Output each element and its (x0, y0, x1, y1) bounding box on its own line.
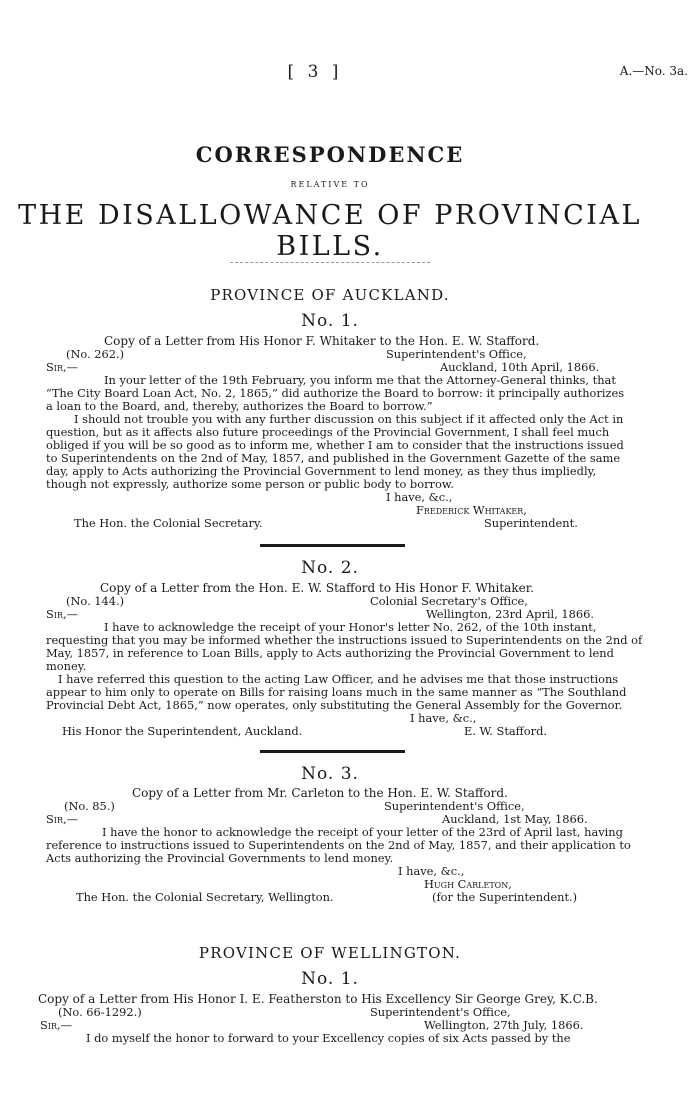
letter-caption: Copy of a Letter from the Hon. E. W. Stafford to His Honor F. Whitaker. (100, 581, 534, 595)
letter-salutation: Sir,— (46, 360, 78, 374)
letter-place-date: Wellington, 27th July, 1866. (424, 1018, 584, 1032)
body-line: I should not trouble you with any further discussion on this subject if it affected only the Act in (74, 412, 624, 426)
letter-caption: Copy of a Letter from Mr. Carleton to the Hon. E. W. Stafford. (132, 786, 508, 800)
body-line: obliged if you will be so good as to inform me, whether I am to consider that the instructions issued (46, 438, 624, 452)
letter-body (46, 621, 656, 712)
body-line: money. (46, 659, 87, 673)
letter-ref: (No. 85.) (64, 799, 115, 813)
body-line: May, 1857, in reference to Loan Bills, apply to Acts authorizing the Provincial Government to lend (46, 646, 614, 660)
document-main-title: THE DISALLOWANCE OF PROVINCIAL BILLS. (18, 200, 642, 262)
letter-number: No. 3. (301, 764, 359, 784)
letter-place-date: Auckland, 10th April, 1866. (440, 360, 600, 374)
body-line: I do myself the honor to forward to your Excellency copies of six Acts passed by the (86, 1031, 571, 1045)
body-line: In your letter of the 19th February, you inform me that the Attorney-General thinks, that (104, 373, 616, 387)
body-line: requesting that you may be informed whether the instructions issued to Superintendents on the 2nd of (46, 633, 643, 647)
divider-dotted (230, 262, 430, 263)
body-line: though not expressly, authorize some person or public body to borrow. (46, 477, 454, 491)
letter-caption: Copy of a Letter from His Honor I. E. Featherston to His Excellency Sir George Grey, K.C.B. (38, 992, 598, 1006)
letter-number: No. 1. (301, 969, 359, 989)
letter-addressee: His Honor the Superintendent, Auckland. (62, 724, 303, 738)
letter-ref: (No. 66-1292.) (58, 1005, 142, 1019)
body-line: “The City Board Loan Act, No. 2, 1865,” did authorize the Board to borrow: it principally authorizes (46, 386, 625, 400)
letter-place-date: Wellington, 23rd April, 1866. (426, 607, 595, 621)
document-reference: A.—No. 3a. (619, 64, 688, 78)
document-subtitle: RELATIVE TO (290, 180, 370, 189)
body-line: I have the honor to acknowledge the receipt of your letter of the 23rd of April last, having (102, 825, 623, 839)
body-line: Acts authorizing the Provincial Governments to lend money. (46, 851, 394, 865)
body-line: a loan to the Board, and, thereby, authorizes the Board to borrow.” (46, 399, 433, 413)
letter-salutation: Sir,— (46, 607, 78, 621)
letter-closing: I have, &c., (398, 864, 465, 878)
letter-addressee: The Hon. the Colonial Secretary. (74, 516, 263, 530)
body-line: Provincial Debt Act, 1865,” now operates, only substituting the General Assembly for the Governor. (46, 698, 623, 712)
letter-office: Superintendent's Office, (386, 347, 527, 361)
body-line: reference to instructions issued to Superintendents on the 2nd of May, 1857, and their application to (46, 838, 631, 852)
letter-caption: Copy of a Letter from His Honor F. Whitaker to the Hon. E. W. Stafford. (104, 334, 540, 348)
letter-signer: Hugh Carleton, (424, 877, 512, 891)
province-heading-auckland: PROVINCE OF AUCKLAND. (210, 286, 450, 304)
body-line: I have to acknowledge the receipt of your Honor's letter No. 262, of the 10th instant, (104, 620, 597, 634)
letter-ref: (No. 262.) (66, 347, 125, 361)
letter-signer: Frederick Whitaker, (416, 503, 527, 517)
letter-salutation: Sir,— (46, 812, 78, 826)
letter-salutation: Sir,— (40, 1018, 72, 1032)
letter-body (46, 826, 656, 865)
letter-ref: (No. 144.) (66, 594, 125, 608)
letter-place-date: Auckland, 1st May, 1866. (442, 812, 588, 826)
document-title: CORRESPONDENCE (195, 142, 465, 167)
section-divider (260, 544, 405, 547)
body-line: I have referred this question to the acting Law Officer, and he advises me that those instructions (58, 672, 619, 686)
province-heading-wellington: PROVINCE OF WELLINGTON. (198, 944, 462, 962)
letter-number: No. 2. (301, 558, 359, 578)
page-number: [ 3 ] (287, 62, 343, 82)
body-line: question, but as it affects also future proceedings of the Provincial Government, I shall feel much (46, 425, 610, 439)
letter-closing: I have, &c., (410, 711, 477, 725)
section-divider (260, 750, 405, 753)
letter-office: Colonial Secretary's Office, (370, 594, 528, 608)
letter-office: Superintendent's Office, (370, 1005, 511, 1019)
letter-closing: I have, &c., (386, 490, 453, 504)
letter-addressee: The Hon. the Colonial Secretary, Wellington. (76, 890, 334, 904)
letter-signer-title: Superintendent. (484, 516, 578, 530)
letter-number: No. 1. (301, 311, 359, 331)
letter-signer: E. W. Stafford. (464, 724, 547, 738)
letter-office: Superintendent's Office, (384, 799, 525, 813)
letter-body (46, 374, 656, 491)
letter-signer-title: (for the Superintendent.) (432, 890, 578, 904)
body-line: appear to him only to operate on Bills for raising loans much in the same manner as “The Southland (46, 685, 627, 699)
body-line: to Superintendents on the 2nd of May, 1857, and published in the Government Gazette of the same (46, 451, 621, 465)
body-line: day, apply to Acts authorizing the Provincial Government to lend money, as they thus impliedly, (46, 464, 597, 478)
